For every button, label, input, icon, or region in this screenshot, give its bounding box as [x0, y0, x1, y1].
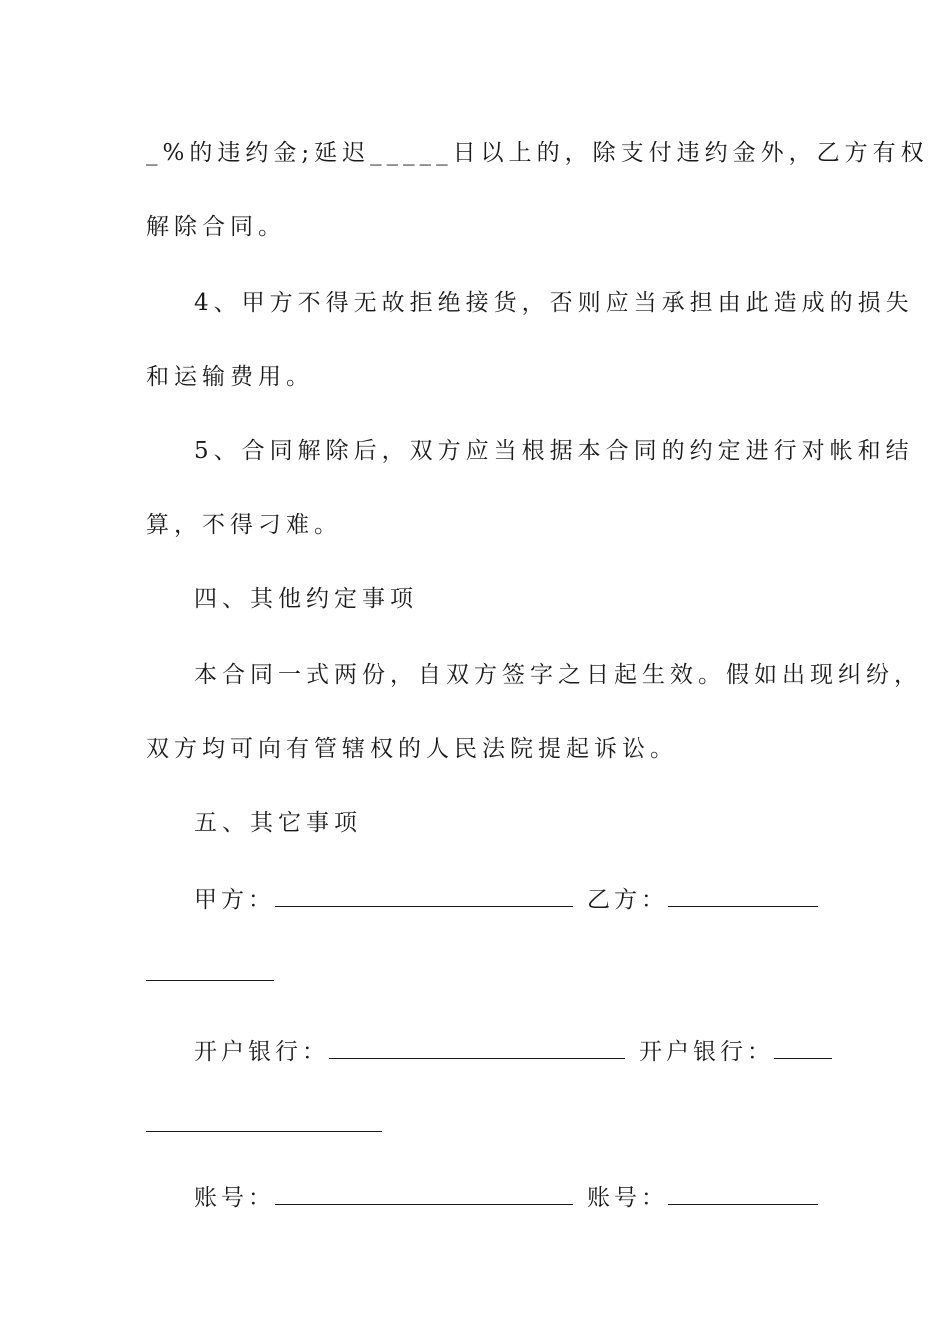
- account-row: [194, 1182, 854, 1212]
- bank-row: [194, 1036, 854, 1066]
- account-b-label: 账号：: [587, 1185, 668, 1211]
- bank-b-blank-continued[interactable]: [146, 1131, 382, 1132]
- account-a-blank[interactable]: [275, 1182, 573, 1205]
- section-4-body-line-2: 双方均可向有管辖权的人民法院提起诉讼。: [146, 736, 678, 762]
- account-b-blank[interactable]: [668, 1182, 818, 1205]
- party-a-blank[interactable]: [275, 884, 573, 907]
- clause-5-line-2: 算，不得刁难。: [146, 512, 342, 538]
- clause-4-line-2: 和运输费用。: [146, 364, 314, 390]
- party-b-label: 乙方：: [587, 887, 668, 913]
- bank-b-label: 开户银行：: [639, 1039, 774, 1065]
- section-4-body-line-1: 本合同一式两份，自双方签字之日起生效。假如出现纠纷，: [194, 662, 922, 688]
- bank-a-blank[interactable]: [329, 1036, 625, 1059]
- breach-clause-line-1: _%的违约金;延迟_____日以上的，除支付违约金外，乙方有权: [146, 140, 929, 166]
- breach-clause-line-2: 解除合同。: [146, 214, 286, 240]
- party-a-label: 甲方：: [194, 887, 275, 913]
- section-5-heading: 五、其它事项: [194, 810, 362, 836]
- party-b-blank[interactable]: [668, 884, 818, 907]
- party-b-blank-continued[interactable]: [146, 980, 274, 981]
- bank-a-label: 开户银行：: [194, 1039, 329, 1065]
- clause-4-line-1: 4、甲方不得无故拒绝接货，否则应当承担由此造成的损失: [194, 290, 914, 316]
- section-4-heading: 四、其他约定事项: [194, 586, 418, 612]
- bank-b-blank[interactable]: [774, 1036, 832, 1059]
- account-a-label: 账号：: [194, 1185, 275, 1211]
- clause-5-line-1: 5、合同解除后，双方应当根据本合同的约定进行对帐和结: [194, 438, 914, 464]
- party-signature-row: [194, 884, 854, 914]
